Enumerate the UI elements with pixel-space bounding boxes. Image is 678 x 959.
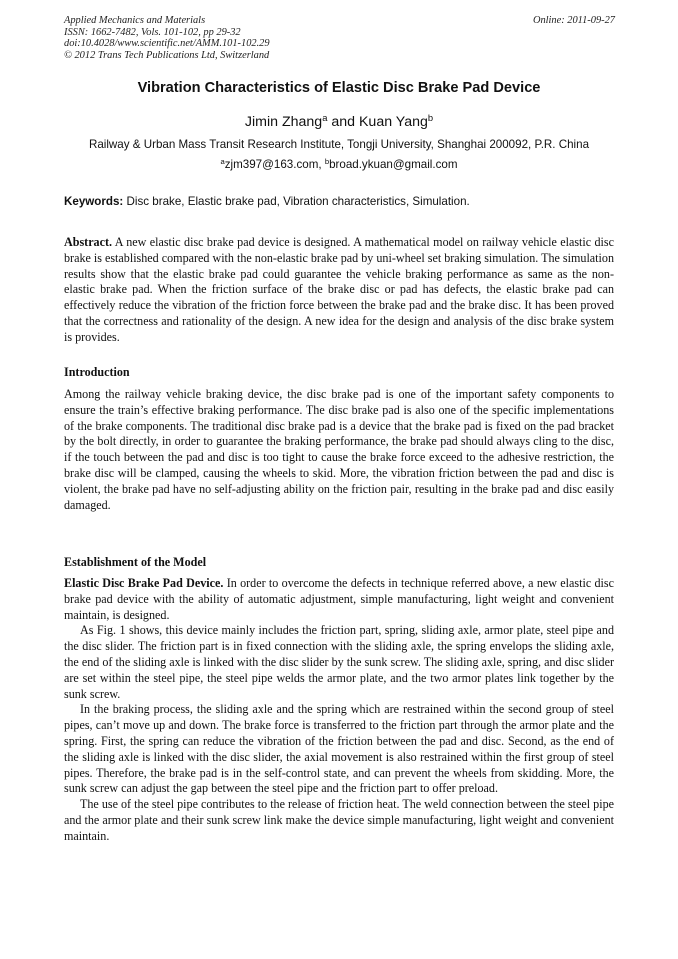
author-2: Kuan Yang <box>358 114 428 130</box>
model-paragraph-1 <box>64 576 614 623</box>
abstract-text: A new elastic disc brake pad device is designed. A mathematical model on railway vehicle elastic disc brake is established compared with the non-elastic brake pad by uni-wheel set braking simulation. The simulation results show that the elastic brake pad could guarantee the vehicle braking performance as same as the non-elastic brake pad. When the friction surface of the brake disc or pad has defects, the elastic brake pad can effectively reduce the vibration of the friction force between the brake pad and the brake disc. It has been proved that the correctness and rationality of the design. A new idea for the design and analysis of the disc brake system is provides. <box>64 235 614 344</box>
keywords <box>64 195 616 208</box>
model-body <box>64 576 614 845</box>
email-1-sup: a <box>220 156 225 166</box>
online-date: Online: 2011-09-27 <box>532 15 615 26</box>
author-line <box>0 114 678 130</box>
issn-line: ISSN: 1662-7482, Vols. 101-102, pp 29-32 <box>64 26 241 38</box>
email-2-sup: b <box>324 156 330 166</box>
author-2-sup: b <box>427 112 434 123</box>
author-1-sup: a <box>322 112 328 123</box>
section-heading-introduction: Introduction <box>64 365 130 379</box>
model-p1-text: In order to overcome the defects in technique referred above, a new elastic disc brake pad device with the ability of automatic adjustment, simple manufacturing, light weight and convenient maintain, is designed. <box>64 576 614 622</box>
affiliation: Railway & Urban Mass Transit Research Institute, Tongji University, Shanghai 200092, P.R. China <box>88 138 590 151</box>
author-1: Jimin Zhang <box>244 114 323 130</box>
introduction-body <box>64 387 614 513</box>
email-line <box>0 158 678 171</box>
copyright-line: © 2012 Trans Tech Publications Ltd, Switzerland <box>64 49 270 61</box>
introduction-paragraph: Among the railway vehicle braking device, the disc brake pad is one of the important safety components to ensure the train’s effective braking performance. The disc brake pad is also one of the specific implementations of the brake components. The traditional disc brake pad is a device that the brake pad is fixed on the pad bracket by the bolt directly, in order to guarantee the braking performance, the brake pad should always cling to the disc, if the touch between the pad and disc is too tight to cause the brake force exceed to the adhesive restriction, the brake disc will be clamped, causing the wheels to skid. More, the vibration friction between the pad and disc is violent, the brake pad have no self-adjusting ability on the friction pair, resulting in the brake pad and disc easily damaged. <box>64 387 614 512</box>
model-paragraph-3: In the braking process, the sliding axle and the spring which are restrained within the second group of steel pipes, can’t move up and down. The brake force is transferred to the friction part through the armor plate and the spring. First, the spring can reduce the vibration of the friction between the pad and disc. Second, as the end of the sliding axle is linked with the disc slider, the axial movement is also restrained within the first group of steel pipes. Therefore, the brake pad is in the self-control state, and can prevent the wheels from skidding. More, the sunk screw can adjust the gap between the steel pipe and the friction part to offer preload. <box>64 702 614 796</box>
paper-title: Vibration Characteristics of Elastic Disc Brake Pad Device <box>137 80 541 96</box>
abstract <box>64 235 614 346</box>
doi-line: doi:10.4028/www.scientific.net/AMM.101-102.29 <box>64 38 270 50</box>
abstract-label: Abstract. <box>64 235 113 249</box>
journal-header <box>64 15 615 61</box>
model-lead: Elastic Disc Brake Pad Device. <box>64 576 224 590</box>
model-paragraph-2: As Fig. 1 shows, this device mainly includes the friction part, spring, sliding axle, armor plate, steel pipe and the disc slider. The friction part is in fixed connection with the sliding axle, the spring envelops the sliding axle, the end of the sliding axle is linked with the disc slider by the sunk screw. The sliding axle, spring, and disc slider are set within the steel pipe, the steel pipe welds the armor plate, and the two armor plates link together by the sunk screw. <box>64 623 614 701</box>
email-1: zjm397@163.com, <box>224 158 325 171</box>
journal-name: Applied Mechanics and Materials <box>64 15 206 26</box>
keywords-text: Disc brake, Elastic brake pad, Vibration characteristics, Simulation. <box>123 195 470 208</box>
model-paragraph-4: The use of the steel pipe contributes to the release of friction heat. The weld connection between the steel pipe and the armor plate and their sunk screw link make the device simple manufacturing, light weight and convenient maintain. <box>64 797 614 843</box>
keywords-label: Keywords: <box>64 195 124 208</box>
author-and: and <box>327 114 359 130</box>
email-2: broad.ykuan@gmail.com <box>329 158 458 171</box>
section-heading-model: Establishment of the Model <box>64 555 207 569</box>
